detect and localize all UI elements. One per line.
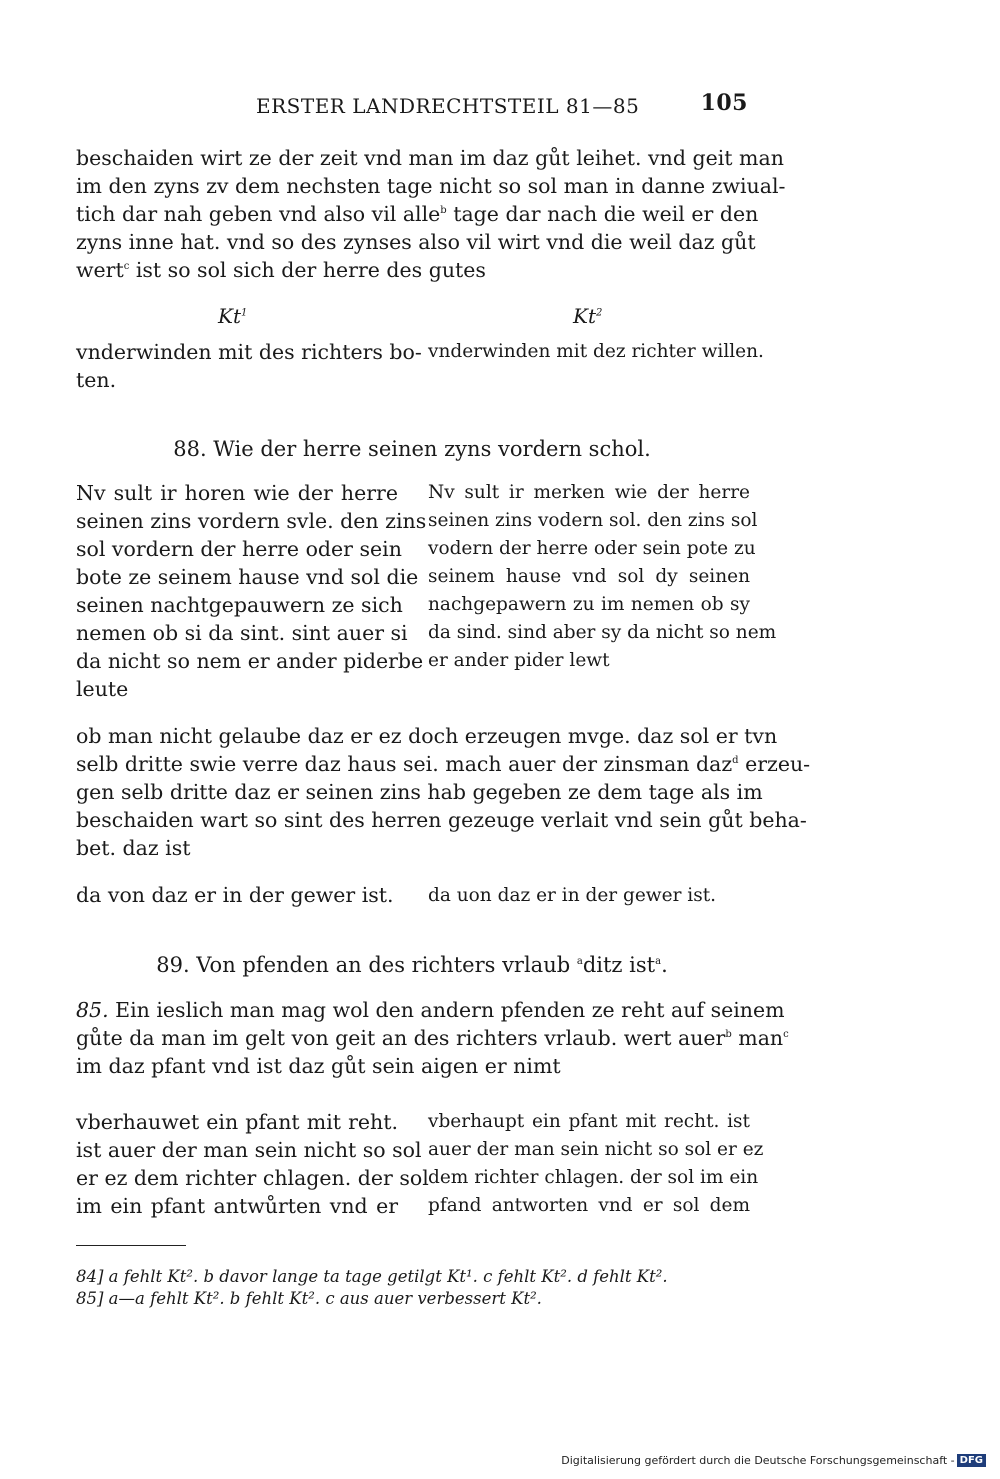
text-line: vberhauwet ein pfant mit reht. [76, 1110, 398, 1134]
text-line: ist auer der man sein nicht so sol [76, 1138, 422, 1162]
block1-left-column [76, 338, 422, 394]
section-heading-88: 88. Wie der herre seinen zyns vordern schol. [173, 437, 651, 461]
digitization-credit: Digitalisierung gefördert durch die Deutsche Forschungsgemeinschaft - DFG [561, 1454, 986, 1468]
dfg-logo: DFG [957, 1454, 986, 1467]
text-line: im den zyns zv dem nechsten tage nicht so sol man in danne zwiual- [76, 174, 786, 198]
block3-right-column [428, 1108, 764, 1220]
text-line: ob man nicht gelaube daz er ez doch erzeugen mvge. daz sol er tvn [76, 724, 778, 748]
text-line: auer der man sein nicht so sol er ez [428, 1139, 764, 1160]
text-line: er ander pider lewt [428, 650, 610, 671]
paragraph-85 [76, 996, 789, 1080]
text-line: seinen zins vodern sol. den zins sol [428, 510, 758, 531]
text-line: bet. daz ist [76, 836, 191, 860]
text-line: gůte da man im gelt von geit an des richters vrlaub. wert auer$^b$ man$^c$ [76, 1026, 789, 1050]
text-line: da sind. sind aber sy da nicht so nem [428, 622, 777, 643]
text-line: im daz pfant vnd ist daz gůt sein aigen er nimt [76, 1054, 561, 1078]
text-line: tich dar nah geben vnd also vil alle$^b$ tage dar nach die weil er den [76, 202, 759, 226]
block2-left-column [76, 881, 398, 909]
text-line: Nv sult ir merken wie der herre [428, 482, 750, 503]
block3-left-column [76, 1108, 429, 1220]
text-line: vnderwinden mit des richters bo- [76, 340, 422, 364]
text-line: da nicht so nem er ander piderbe [76, 649, 424, 673]
intro-paragraph [76, 144, 786, 284]
text-line: vodern der herre oder sein pote zu [428, 538, 756, 559]
text-line: leute [76, 677, 129, 701]
text-line: dem richter chlagen. der sol im ein [428, 1167, 759, 1188]
text-line: bote ze seinem hause vnd sol die [76, 565, 419, 589]
footnote-marker: c [123, 261, 130, 273]
text-line: da uon daz er in der gewer ist. [428, 885, 717, 906]
text-line: sol vordern der herre oder sein [76, 537, 402, 561]
footnote-marker: d [732, 755, 739, 767]
text-line: pfand antworten vnd er sol dem [428, 1195, 750, 1216]
text-line: gen selb dritte daz er seinen zins hab gegeben ze dem tage als im [76, 780, 763, 804]
text-line: nachgepawern zu im nemen ob sy [428, 594, 750, 615]
footnote-85: 85] a—a fehlt Kt². b fehlt Kt². c aus auer verbessert Kt². [76, 1289, 542, 1308]
text-line: seinem hause vnd sol dy seinen [428, 566, 750, 587]
text-line: vnderwinden mit dez richter willen. [428, 341, 764, 362]
section-heading-89: 89. Von pfenden an des richters vrlaub $^a$ditz ist$^a$. [156, 953, 668, 977]
text-line: seinen zins vordern svle. den zins [76, 509, 427, 533]
middle-paragraph [76, 722, 811, 862]
text-line: beschaiden wart so sint des herren gezeuge verlait vnd sein gůt beha- [76, 808, 807, 832]
section88-left-column [76, 479, 427, 703]
section88-right-column [428, 479, 777, 675]
running-title: ERSTER LANDRECHTSTEIL 81—85 [256, 94, 640, 118]
text-line: vberhaupt ein pfant mit recht. ist [428, 1111, 750, 1132]
text-line: 85. Ein ieslich man mag wol den andern pfenden ze reht auf seinem [76, 998, 785, 1022]
text-line: er ez dem richter chlagen. der sol [76, 1166, 429, 1190]
text-line: da von daz er in der gewer ist. [76, 883, 394, 907]
text-line: Nv sult ir horen wie der herre [76, 481, 398, 505]
text-line: wert$^c$ ist so sol sich der herre des gutes [76, 258, 486, 282]
footnote-84: 84] a fehlt Kt². b davor lange ta tage getilgt Kt¹. c fehlt Kt². d fehlt Kt². [76, 1267, 668, 1286]
text-line: selb dritte swie verre daz haus sei. mach auer der zinsman daz$^d$ erzeu- [76, 752, 811, 776]
block1-right-column [428, 338, 764, 366]
footnote-rule [76, 1245, 186, 1246]
footnote-marker: b [440, 205, 447, 217]
block2-right-column [428, 882, 750, 910]
text-line: ten. [76, 368, 117, 392]
text-line: nemen ob si da sint. sint auer si [76, 621, 408, 645]
text-line: beschaiden wirt ze der zeit vnd man im daz gůt leihet. vnd geit man [76, 146, 784, 170]
siglum-left: Kt$^1$ [218, 304, 248, 328]
text-line: seinen nachtgepauwern ze sich [76, 593, 403, 617]
text-line: im ein pfant antwůrten vnd er [76, 1194, 398, 1218]
page-number: 105 [700, 90, 748, 116]
text-line: zyns inne hat. vnd so des zynses also vil wirt vnd die weil daz gůt [76, 230, 756, 254]
paragraph-number: 85. [76, 998, 109, 1022]
siglum-right: Kt$^2$ [573, 304, 603, 328]
